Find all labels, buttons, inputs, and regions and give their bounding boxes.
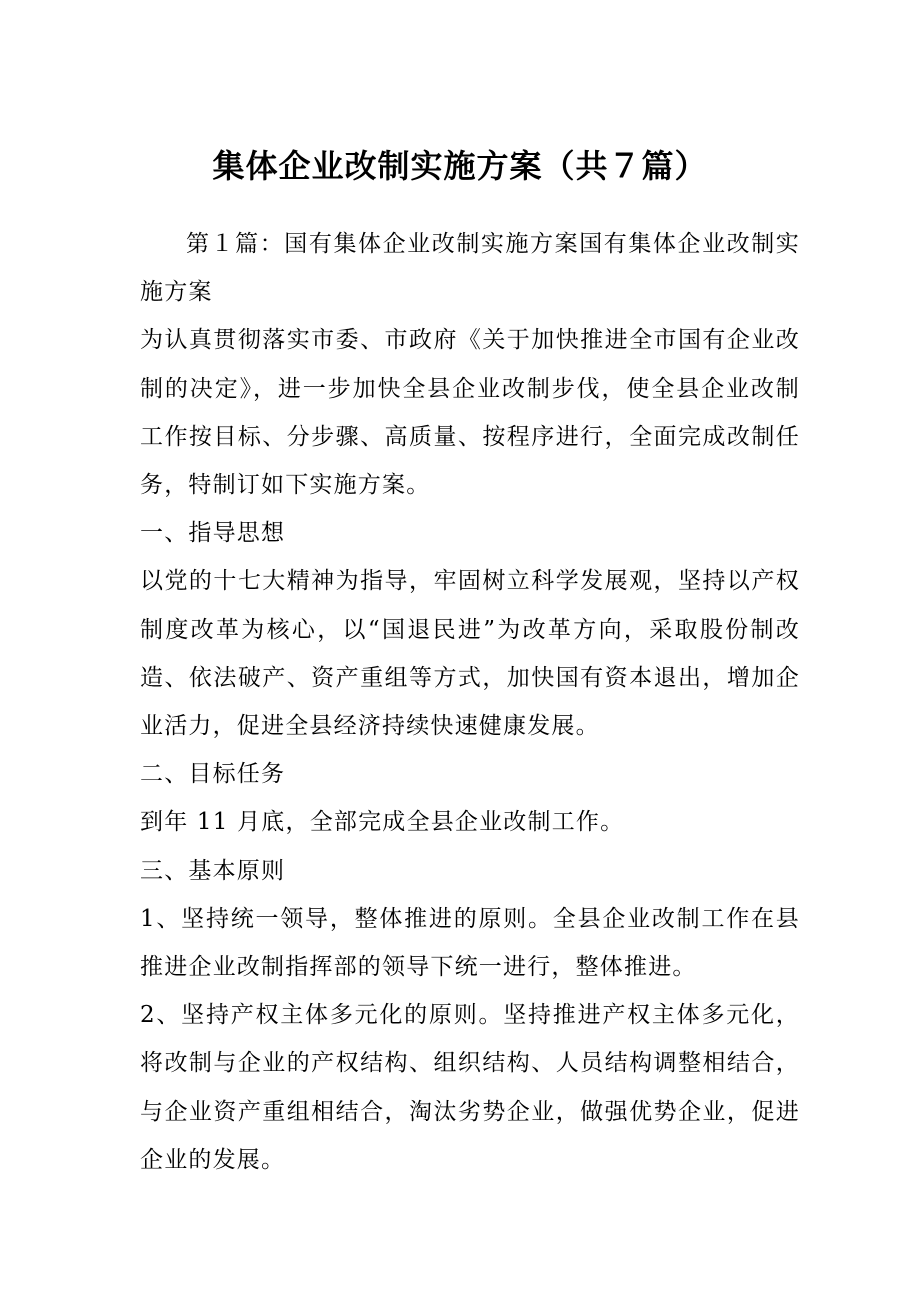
paragraph-intro: 为认真贯彻落实市委、市政府《关于加快推进全市国有企业改制的决定》，进一步加快全县企业改制步伐，使全县企业改制工作按目标、分步骤、高质量、按程序进行，全面完成改制任务，特制订如下实施方案。 (140, 327, 800, 499)
paragraph-principle-1: 1、坚持统一领导，整体推进的原则。全县企业改制工作在县推进企业改制指挥部的领导下统一进行，整体推进。 (140, 905, 800, 981)
heading-guiding-ideology: 一、指导思想 (140, 520, 286, 547)
document-body (140, 220, 800, 1184)
heading-principles: 三、基本原则 (140, 857, 286, 884)
heading-goals: 二、目标任务 (140, 761, 286, 788)
paragraph-principle-2: 2、坚持产权主体多元化的原则。坚持推进产权主体多元化，将改制与企业的产权结构、组织结构、人员结构调整相结合，与企业资产重组相结合，淘汰劣势企业，做强优势企业，促进企业的发展。 (140, 1002, 800, 1173)
paragraph-guiding-ideology: 以党的十七大精神为指导，牢固树立科学发展观，坚持以产权制度改革为核心，以“国退民进”为改革方向，采取股份制改造、依法破产、资产重组等方式，加快国有资本退出，增加企业活力，促进全县经济持续快速健康发展。 (140, 568, 800, 740)
paragraph-section-heading: 第１篇：国有集体企业改制实施方案国有集体企业改制实施方案 (140, 231, 800, 306)
paragraph-goals: 到年 11 月底，全部完成全县企业改制工作。 (140, 809, 625, 836)
document-title: 集体企业改制实施方案（共７篇） (212, 147, 708, 185)
